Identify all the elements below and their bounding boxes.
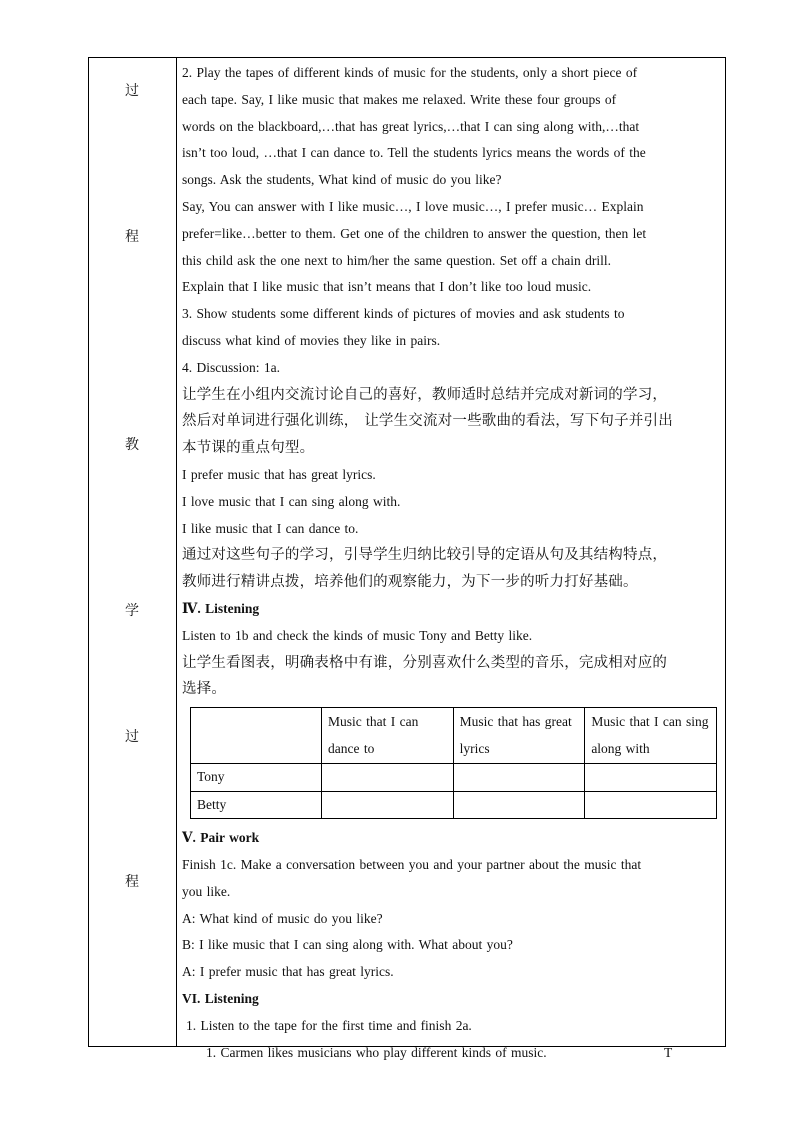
dialogue-line: B: I like music that I can sing along with. What about you? [182,937,513,953]
table-cell[interactable] [322,764,454,792]
chinese-text-line: 教师进行精讲点拨，培养他们的观察能力，为下一步的听力打好基础。 [182,574,638,591]
section-heading-pair-work: Ⅴ. Pair work [182,830,260,846]
exercise-answer: T [664,1044,673,1060]
section-heading-listening-2: VI. Listening [182,990,259,1006]
table-cell[interactable] [322,791,454,819]
chinese-text-line: 然后对单词进行强化训练， 让学生交流对一些歌曲的看法，写下句子并引出 [182,413,673,430]
dialogue-line: A: I prefer music that has great lyrics. [182,964,394,980]
table-header-row [191,708,717,764]
exercise-item [182,1040,720,1067]
dialogue-line: A: What kind of music do you like? [182,910,383,926]
table-cell[interactable] [585,764,717,792]
text-line: prefer=like…better to them. Get one of the children to answer the question, then let [182,225,647,241]
side-label-guo-2: 过 [125,729,139,745]
text-line: Listen to 1b and check the kinds of music Tony and Betty like. [182,627,533,643]
side-label-jiao: 教 [125,437,139,453]
table-header-cell [191,708,322,764]
text-line: 1. Listen to the tape for the first time and finish 2a. [186,1017,472,1033]
table-row-name: Tony [191,764,322,792]
table-header-cell: Music that I can sing along with [585,708,717,764]
table-header-cell: Music that I can dance to [322,708,454,764]
side-label-cheng-2: 程 [125,874,139,890]
section-heading-listening: Ⅳ. Listening [182,600,260,616]
chinese-text-line: 通过对这些句子的学习，引导学生归纳比较引导的定语从句及其结构特点， [182,547,668,564]
text-line: Finish 1c. Make a conversation between you and your partner about the music that [182,856,642,872]
table-header-cell: Music that has great lyrics [453,708,585,764]
table-cell[interactable] [453,764,585,792]
text-line: Explain that I like music that isn’t means that I don’t like too loud music. [182,279,592,295]
side-label-cheng-1: 程 [125,229,139,245]
text-line: 3. Show students some different kinds of pictures of movies and ask students to [182,306,625,322]
table-row [191,791,717,819]
chinese-text-line: 让学生看图表，明确表格中有谁，分别喜欢什么类型的音乐，完成相对应的 [182,654,668,671]
text-line: 2. Play the tapes of different kinds of music for the students, only a short piece of [182,65,638,80]
table-cell[interactable] [453,791,585,819]
text-line: this child ask the one next to him/her the same question. Set off a chain drill. [182,252,612,268]
text-line: discuss what kind of movies they like in pairs. [182,332,441,348]
exercise-item-text: 1. Carmen likes musicians who play different kinds of music. [206,1044,547,1060]
text-line: you like. [182,883,231,899]
text-line: 4. Discussion: 1a. [182,359,280,375]
example-sentence: I like music that I can dance to. [182,520,359,536]
table-row [191,764,717,792]
listening-check-table [190,707,717,819]
text-line: Say, You can answer with I like music…, I love music…, I prefer music… Explain [182,198,644,214]
chinese-text-line: 本节课的重点句型。 [182,440,315,457]
text-line: isn’t too loud, …that I can dance to. Tell the students lyrics means the words of the [182,145,646,161]
side-label-xue: 学 [125,603,139,619]
chinese-text-line: 让学生在小组内交流讨论自己的喜好，教师适时总结并完成对新词的学习， [182,386,668,403]
text-line: songs. Ask the students, What kind of music do you like? [182,172,502,188]
example-sentence: I love music that I can sing along with. [182,493,401,509]
chinese-text-line: 选择。 [182,681,227,698]
column-divider [176,57,177,1047]
example-sentence: I prefer music that has great lyrics. [182,466,376,482]
text-line: words on the blackboard,…that has great lyrics,…that I can sing along with,…that [182,118,640,134]
table-cell[interactable] [585,791,717,819]
table-row-name: Betty [191,791,322,819]
text-line: each tape. Say, I like music that makes me relaxed. Write these four groups of [182,91,617,107]
side-label-guo-1: 过 [125,83,139,99]
lesson-content [182,60,720,1066]
